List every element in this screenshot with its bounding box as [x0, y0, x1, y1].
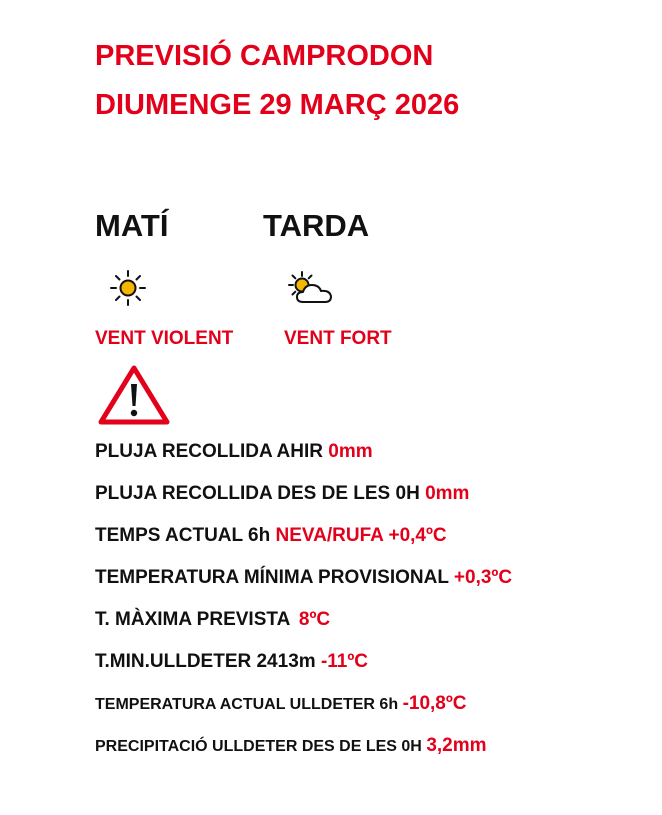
info-row — [95, 483, 469, 505]
info-row — [95, 525, 447, 547]
info-row-value: -11ºC — [320, 651, 369, 672]
info-row — [95, 735, 487, 757]
info-row-label: TEMPS ACTUAL 6h — [95, 525, 271, 546]
info-row — [95, 693, 467, 715]
title-line-2: DIUMENGE 29 MARÇ 2026 — [95, 89, 460, 121]
info-row-label: TEMPERATURA ACTUAL ULLDETER 6h — [95, 696, 399, 713]
wind-afternoon: VENT FORT — [284, 328, 392, 349]
period-morning-label: MATÍ — [95, 208, 169, 243]
info-row-label: T. MÀXIMA PREVISTA — [95, 609, 290, 630]
info-row — [95, 651, 368, 673]
info-row — [95, 441, 373, 463]
info-row-label: PLUJA RECOLLIDA DES DE LES 0H — [95, 483, 420, 504]
info-row — [95, 609, 330, 631]
info-row-value: +0,3ºC — [453, 567, 513, 588]
info-row-value: 0mm — [425, 483, 470, 504]
info-row-label: PRECIPITACIÓ ULLDETER DES DE LES 0H — [95, 738, 422, 755]
info-row-value: 3,2mm — [426, 735, 487, 756]
info-row-value: 8ºC — [298, 609, 331, 630]
wind-morning: VENT VIOLENT — [95, 328, 234, 349]
info-row-value: 0mm — [328, 441, 373, 462]
sun-behind-cloud-icon — [286, 269, 336, 307]
info-row-label: T.MIN.ULLDETER 2413m — [95, 651, 316, 672]
info-row-value: -10,8ºC — [402, 693, 467, 714]
info-row — [95, 567, 512, 589]
period-afternoon-label: TARDA — [263, 208, 370, 243]
title-line-1: PREVISIÓ CAMPRODON — [95, 40, 434, 72]
warning-triangle-icon — [98, 364, 170, 426]
sun-icon — [109, 269, 147, 307]
info-row-value: NEVA/RUFA +0,4ºC — [275, 525, 447, 546]
info-row-label: TEMPERATURA MÍNIMA PROVISIONAL — [95, 567, 449, 588]
info-row-label: PLUJA RECOLLIDA AHIR — [95, 441, 323, 462]
